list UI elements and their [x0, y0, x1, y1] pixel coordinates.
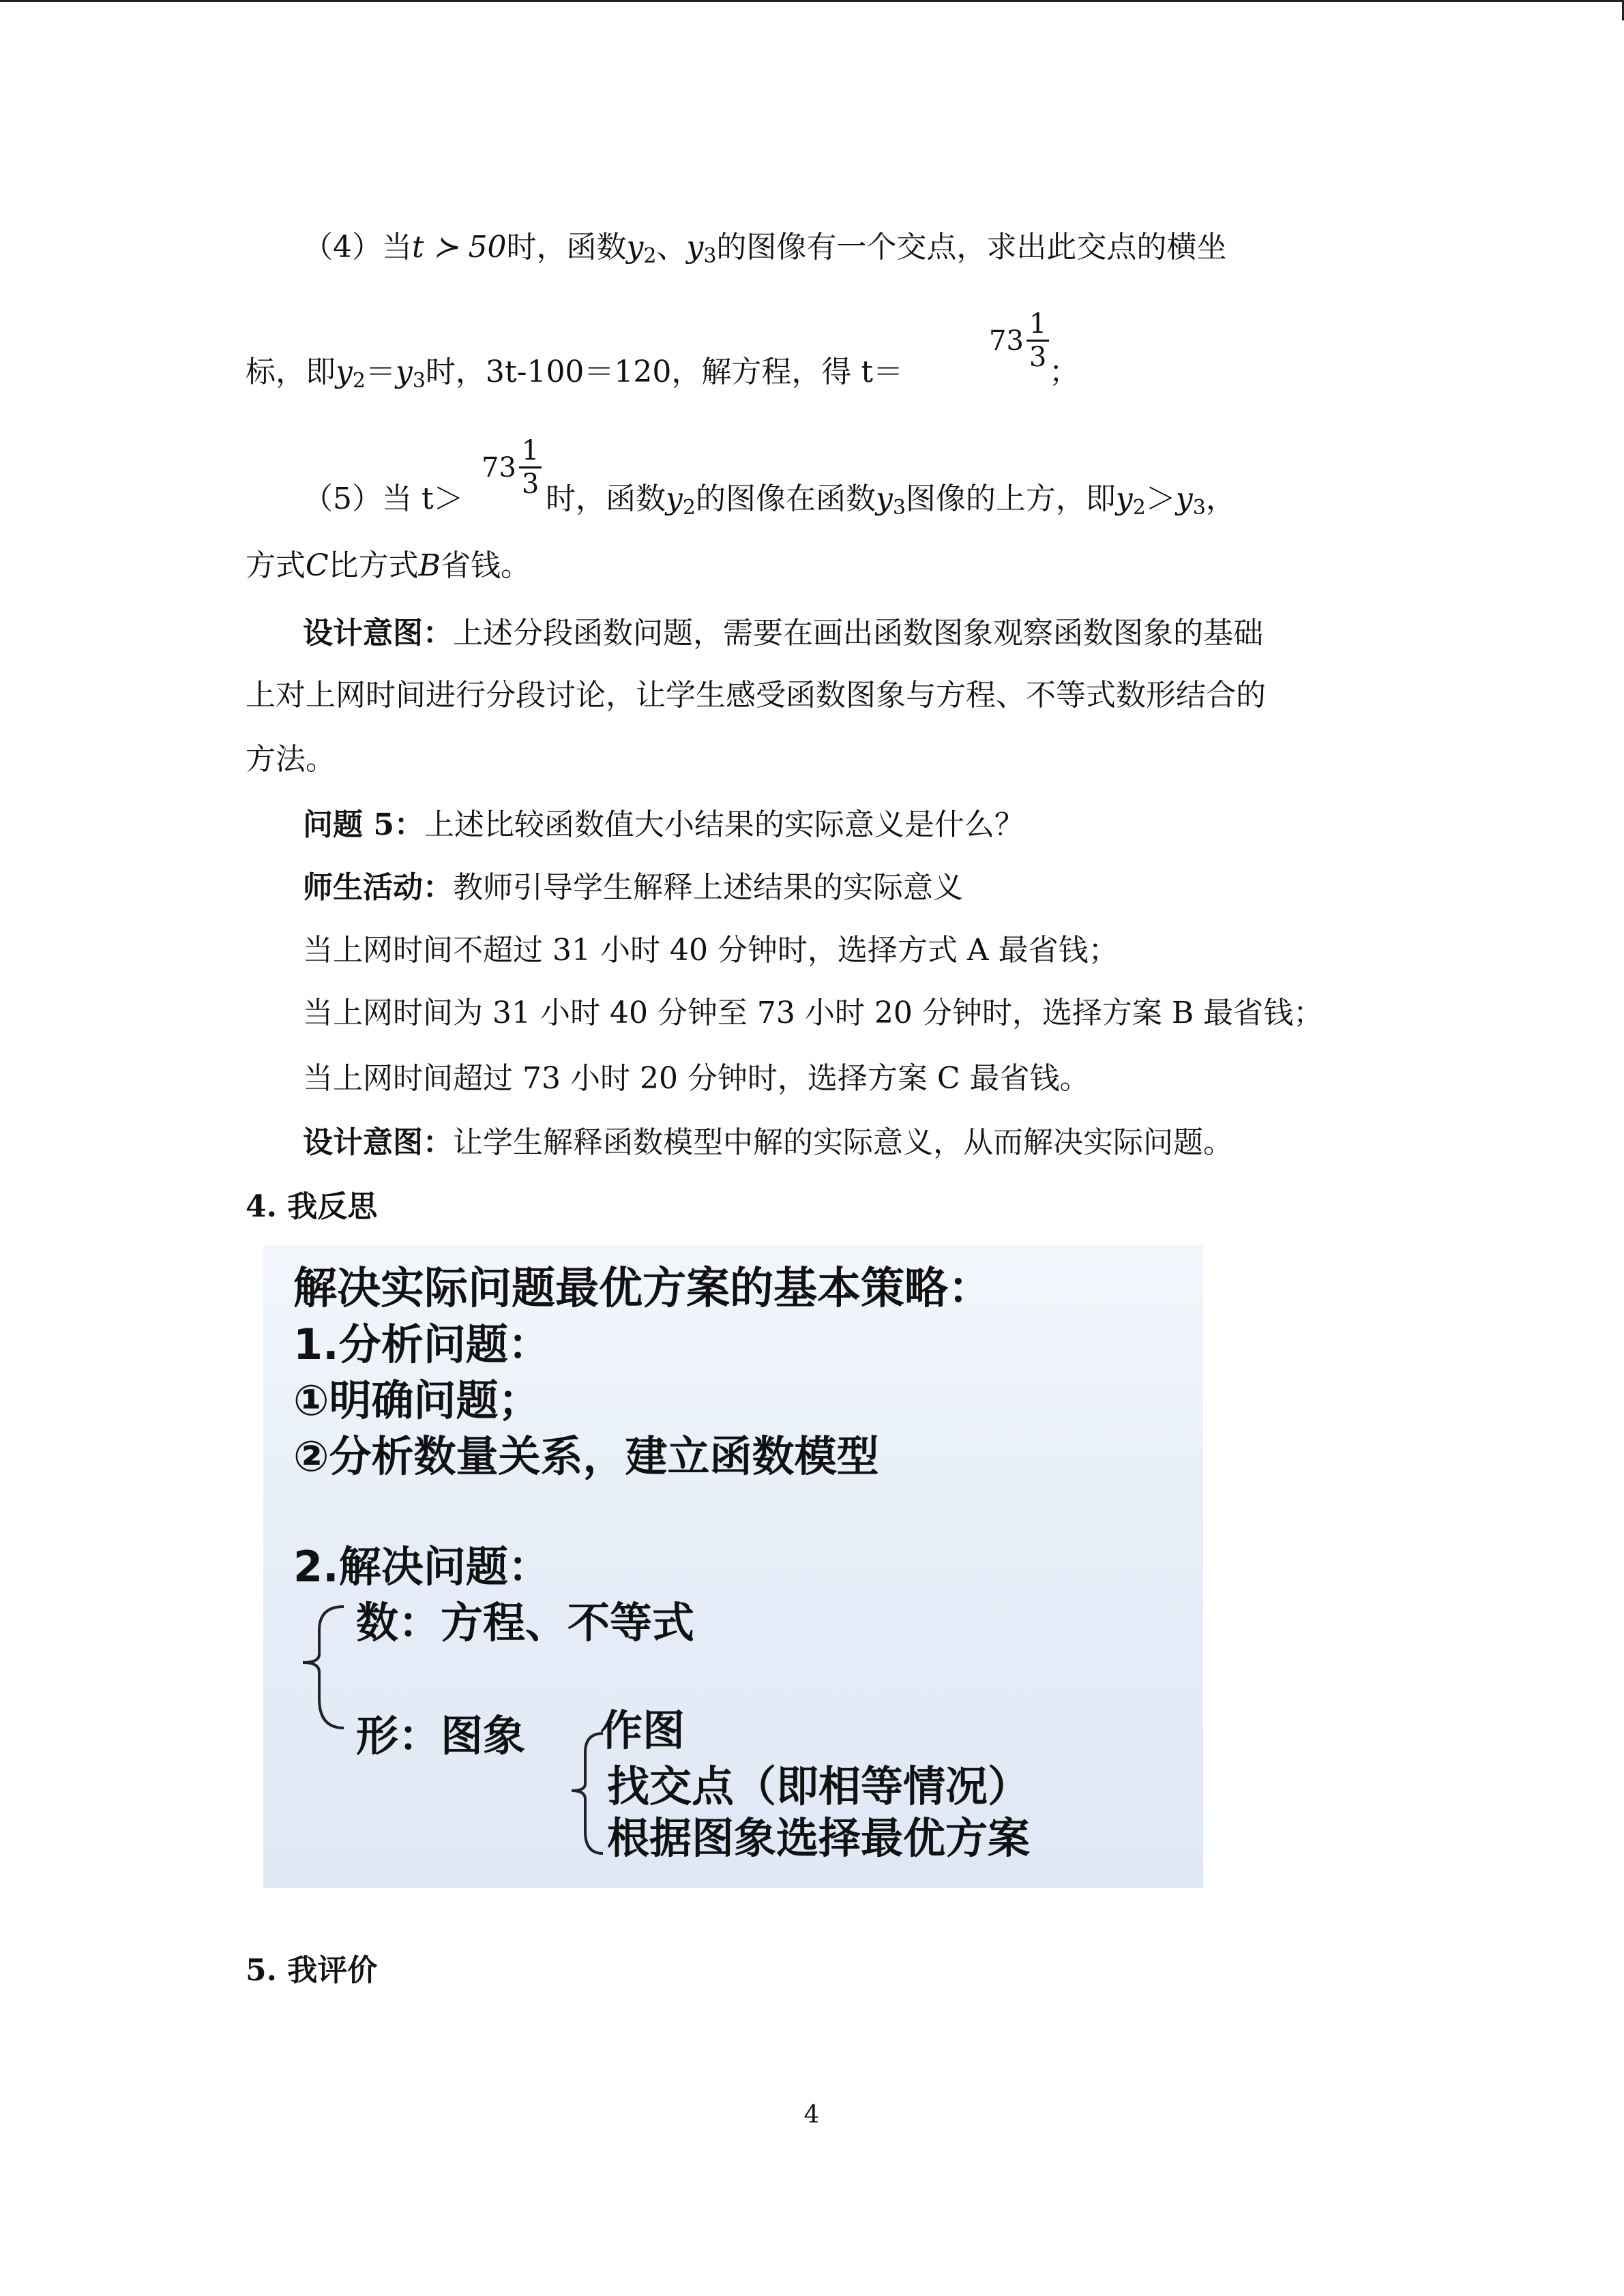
math-y: y	[626, 230, 644, 265]
design-intent-label: 设计意图：	[303, 1125, 453, 1160]
fraction-denominator: 3	[521, 468, 540, 500]
slide-step-2: 2.解决问题：	[293, 1542, 550, 1592]
design-intent-1-line-2: 上对上网时间进行分段讨论，让学生感受函数图象与方程、不等式数形结合的	[246, 678, 1266, 713]
slide-step-1: 1.分析问题：	[293, 1320, 550, 1369]
slide-shu: 数：方程、不等式	[356, 1598, 695, 1648]
conclusion-2: 当上网时间为 31 小时 40 分钟至 73 小时 20 分钟时，选择方案 B 最省钱；	[303, 996, 1324, 1030]
subscript: 2	[352, 369, 366, 393]
math-y: y	[1115, 481, 1133, 516]
slide-graph-step-1: 作图	[600, 1705, 685, 1755]
math-y: y	[395, 355, 413, 389]
para-5-line-2	[246, 546, 531, 586]
section-5-heading: 5. 我评价	[246, 1953, 378, 1988]
text: 教师引导学生解释上述结果的实际意义	[453, 870, 963, 905]
text: 图像的上方，即	[905, 481, 1116, 516]
slide-step-1b: ②分析数量关系，建立函数模型	[293, 1431, 879, 1481]
math-y: y	[336, 355, 353, 389]
subscript: 3	[703, 244, 717, 268]
fraction-73-1-3-b	[482, 435, 542, 500]
fraction-whole: 73	[482, 451, 516, 483]
math-y: y	[875, 481, 893, 516]
fraction-denominator: 3	[1029, 342, 1047, 373]
text: ＞	[1145, 481, 1176, 516]
subscript: 2	[1132, 496, 1146, 520]
brace-right	[572, 1733, 603, 1853]
conclusion-3: 当上网时间超过 73 小时 20 分钟时，选择方案 C 最省钱。	[303, 1061, 1090, 1096]
subscript: 3	[892, 496, 906, 520]
text: 时，3t-100＝120，解方程，得 t＝	[425, 355, 904, 389]
math-y: y	[1175, 481, 1193, 516]
math-C: C	[306, 548, 329, 583]
para-4-tail: ；	[1049, 355, 1079, 389]
section-4-heading: 4. 我反思	[246, 1189, 378, 1224]
question-label: 问题 5：	[303, 807, 424, 842]
math-t-condition: t ≻ 50	[412, 230, 507, 265]
fraction-numerator: 1	[519, 435, 542, 468]
text: 标，即	[246, 355, 336, 389]
math-B: B	[418, 548, 441, 583]
subscript: 2	[682, 496, 696, 520]
text: 让学生解释函数模型中解的实际意义，从而解决实际问题。	[453, 1125, 1233, 1160]
slide-title: 解决实际问题最优方案的基本策略：	[293, 1264, 992, 1314]
para-5-line-1	[546, 479, 1236, 528]
text: 的图像在函数	[695, 481, 876, 516]
slide-xing: 形：图象	[356, 1711, 526, 1761]
text: 方式	[246, 548, 306, 583]
design-intent-2	[303, 1122, 1233, 1163]
fraction-73-1-3-a	[989, 308, 1049, 373]
subscript: 3	[1192, 496, 1206, 520]
text: ，	[1205, 481, 1236, 516]
para-5-lead: （5）当 t＞	[303, 481, 464, 516]
text: （4）当	[303, 230, 412, 265]
math-y: y	[666, 481, 683, 516]
teacher-activity	[303, 867, 963, 908]
text: 比方式	[328, 548, 419, 583]
math-y: y	[686, 230, 704, 265]
slide-graph-step-2: 找交点（即相等情况）	[607, 1761, 1031, 1811]
design-intent-1-line-3: 方法。	[246, 742, 336, 777]
fraction-whole: 73	[989, 325, 1024, 357]
text: 省钱。	[441, 548, 531, 583]
subscript: 2	[643, 244, 657, 268]
design-intent-label: 设计意图：	[303, 616, 453, 651]
slide-brackets	[263, 1245, 1203, 1888]
slide-graph-step-3: 根据图象选择最优方案	[607, 1813, 1031, 1863]
text: 时，函数	[546, 481, 666, 516]
text: 上述比较函数值大小结果的实际意义是什么？	[424, 807, 1024, 842]
text: 的图像有一个交点，求出此交点的横坐	[716, 230, 1227, 265]
fraction-numerator: 1	[1027, 308, 1049, 342]
para-4-line-1	[303, 227, 1226, 277]
page-number: 4	[803, 2101, 820, 2129]
slide-step-1a: ①明确问题；	[293, 1375, 541, 1425]
page-top-border	[0, 0, 1624, 2]
text: 上述分段函数问题，需要在画出函数图象观察函数图象的基础	[453, 616, 1263, 651]
para-4-line-2	[246, 352, 903, 402]
design-intent-1-line-1	[303, 613, 1263, 654]
subscript: 3	[412, 369, 426, 393]
text: 时，函数	[506, 230, 627, 265]
activity-label: 师生活动：	[303, 870, 453, 905]
reflection-slide	[263, 1245, 1203, 1888]
question-5	[303, 805, 1024, 846]
text: 、	[656, 230, 687, 265]
brace-left	[303, 1607, 344, 1728]
conclusion-1: 当上网时间不超过 31 小时 40 分钟时，选择方式 A 最省钱；	[303, 933, 1119, 968]
text: ＝	[365, 355, 396, 389]
